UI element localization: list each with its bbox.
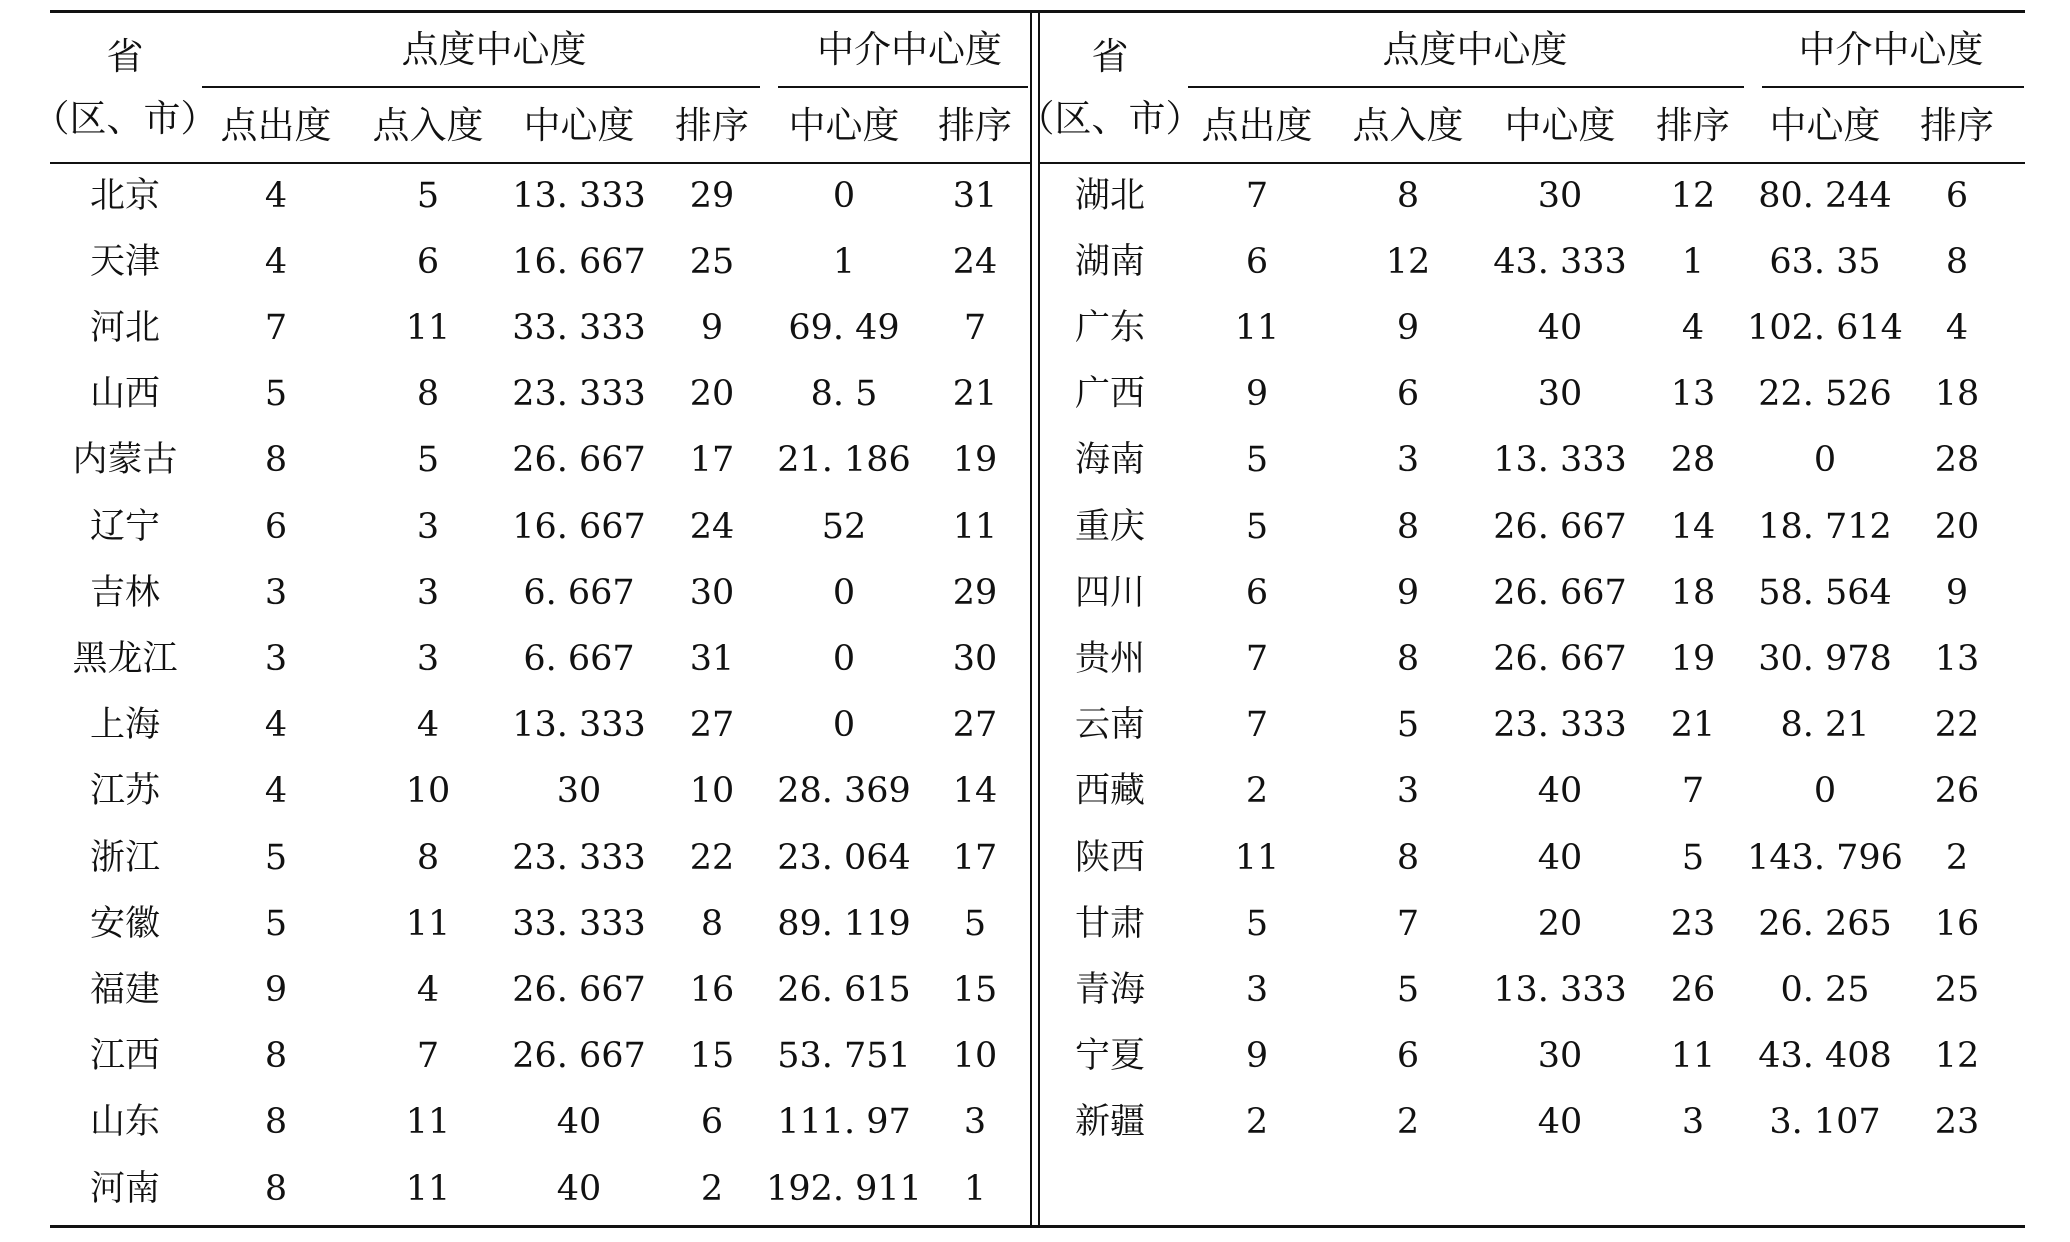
left-province-cell: 江苏	[89, 771, 160, 812]
right-out-degree-cell: 6	[1245, 241, 1269, 282]
right-betweenness-centrality-cell: 26. 265	[1758, 903, 1892, 944]
right-province-cell: 陕西	[1074, 837, 1145, 878]
left-betweenness-group-rule	[778, 86, 1028, 88]
left-degree-centrality-cell: 33. 333	[512, 903, 646, 944]
right-header-province-line1: 省	[1091, 34, 1129, 78]
right-betweenness-rank-cell: 20	[1934, 506, 1980, 547]
right-out-degree-cell: 9	[1245, 1036, 1269, 1077]
right-degree-centrality-cell: 13. 333	[1493, 440, 1627, 481]
left-out-degree-cell: 5	[264, 903, 288, 944]
right-out-degree-cell: 7	[1245, 638, 1269, 679]
right-in-degree-cell: 5	[1396, 705, 1420, 746]
left-degree-rank-cell: 8	[700, 903, 724, 944]
left-out-degree-cell: 8	[264, 440, 288, 481]
right-out-degree-cell: 2	[1245, 1102, 1269, 1143]
right-header-betweenness-centrality: 中心度	[1769, 103, 1881, 147]
right-out-degree-cell: 5	[1245, 506, 1269, 547]
left-betweenness-centrality-cell: 8. 5	[810, 374, 878, 415]
left-betweenness-rank-cell: 17	[952, 837, 998, 878]
right-in-degree-cell: 8	[1396, 506, 1420, 547]
left-header-degree-group: 点度中心度	[401, 27, 587, 71]
left-betweenness-centrality-cell: 0	[832, 638, 856, 679]
left-province-cell: 河北	[89, 307, 160, 348]
left-degree-rank-cell: 2	[700, 1168, 724, 1209]
left-province-cell: 上海	[89, 705, 160, 746]
left-out-degree-cell: 3	[264, 638, 288, 679]
right-header-in-degree: 点入度	[1352, 103, 1464, 147]
right-out-degree-cell: 11	[1234, 307, 1280, 348]
left-out-degree-cell: 8	[264, 1168, 288, 1209]
right-degree-rank-cell: 4	[1681, 307, 1705, 348]
right-out-degree-cell: 5	[1245, 903, 1269, 944]
left-betweenness-rank-cell: 1	[963, 1168, 987, 1209]
right-province-cell: 青海	[1074, 969, 1145, 1010]
left-out-degree-cell: 4	[264, 241, 288, 282]
right-province-cell: 重庆	[1074, 506, 1145, 547]
right-degree-rank-cell: 3	[1681, 1102, 1705, 1143]
left-degree-centrality-cell: 40	[556, 1168, 602, 1209]
left-in-degree-cell: 5	[416, 440, 440, 481]
left-betweenness-centrality-cell: 28. 369	[777, 771, 911, 812]
right-degree-centrality-cell: 40	[1537, 1102, 1583, 1143]
left-in-degree-cell: 4	[416, 705, 440, 746]
left-degree-rank-cell: 10	[689, 771, 735, 812]
left-betweenness-rank-cell: 5	[963, 903, 987, 944]
right-header-betweenness-group: 中介中心度	[1798, 27, 1984, 71]
left-in-degree-cell: 11	[405, 307, 451, 348]
left-betweenness-centrality-cell: 192. 911	[766, 1168, 922, 1209]
right-out-degree-cell: 11	[1234, 837, 1280, 878]
right-betweenness-rank-cell: 9	[1945, 572, 1969, 613]
right-degree-rank-cell: 5	[1681, 837, 1705, 878]
right-in-degree-cell: 5	[1396, 969, 1420, 1010]
left-degree-centrality-cell: 33. 333	[512, 307, 646, 348]
left-degree-rank-cell: 31	[689, 638, 735, 679]
right-betweenness-rank-cell: 22	[1934, 705, 1980, 746]
left-betweenness-rank-cell: 3	[963, 1102, 987, 1143]
right-betweenness-rank-cell: 25	[1934, 969, 1980, 1010]
right-betweenness-centrality-cell: 80. 244	[1758, 175, 1892, 216]
right-betweenness-rank-cell: 4	[1945, 307, 1969, 348]
right-in-degree-cell: 7	[1396, 903, 1420, 944]
right-betweenness-group-rule	[1762, 86, 2024, 88]
left-betweenness-rank-cell: 15	[952, 969, 998, 1010]
right-betweenness-rank-cell: 16	[1934, 903, 1980, 944]
left-out-degree-cell: 3	[264, 572, 288, 613]
left-header-betweenness-rank: 排序	[938, 103, 1012, 147]
right-betweenness-rank-cell: 26	[1934, 771, 1980, 812]
right-in-degree-cell: 2	[1396, 1102, 1420, 1143]
right-degree-rank-cell: 18	[1670, 572, 1716, 613]
right-in-degree-cell: 8	[1396, 638, 1420, 679]
left-out-degree-cell: 6	[264, 506, 288, 547]
left-in-degree-cell: 3	[416, 572, 440, 613]
right-out-degree-cell: 5	[1245, 440, 1269, 481]
left-out-degree-cell: 7	[264, 307, 288, 348]
right-province-cell: 贵州	[1074, 638, 1145, 679]
left-degree-rank-cell: 29	[689, 175, 735, 216]
right-betweenness-centrality-cell: 43. 408	[1758, 1036, 1892, 1077]
right-province-cell: 湖南	[1074, 241, 1145, 282]
left-betweenness-rank-cell: 29	[952, 572, 998, 613]
right-betweenness-centrality-cell: 58. 564	[1758, 572, 1892, 613]
left-degree-centrality-cell: 30	[556, 771, 602, 812]
left-degree-centrality-cell: 6. 667	[523, 638, 635, 679]
right-betweenness-rank-cell: 12	[1934, 1036, 1980, 1077]
left-header-out-degree: 点出度	[220, 103, 332, 147]
right-header-province-line2: （区、市）	[1017, 96, 1203, 140]
left-province-cell: 辽宁	[89, 506, 160, 547]
left-in-degree-cell: 5	[416, 175, 440, 216]
right-degree-rank-cell: 21	[1670, 705, 1716, 746]
left-betweenness-rank-cell: 7	[963, 307, 987, 348]
left-degree-rank-cell: 17	[689, 440, 735, 481]
left-betweenness-rank-cell: 11	[952, 506, 998, 547]
left-out-degree-cell: 4	[264, 771, 288, 812]
right-out-degree-cell: 3	[1245, 969, 1269, 1010]
right-in-degree-cell: 6	[1396, 1036, 1420, 1077]
right-in-degree-cell: 3	[1396, 771, 1420, 812]
left-header-betweenness-group: 中介中心度	[817, 27, 1002, 71]
left-betweenness-rank-cell: 14	[952, 771, 998, 812]
left-in-degree-cell: 10	[405, 771, 451, 812]
left-header-bottom-rule	[50, 162, 1030, 164]
right-province-cell: 广西	[1074, 374, 1145, 415]
right-degree-centrality-cell: 30	[1537, 374, 1583, 415]
right-degree-rank-cell: 26	[1670, 969, 1716, 1010]
right-header-degree-centrality: 中心度	[1504, 103, 1616, 147]
right-province-cell: 海南	[1074, 440, 1145, 481]
left-degree-rank-cell: 20	[689, 374, 735, 415]
left-degree-centrality-cell: 13. 333	[512, 705, 646, 746]
left-out-degree-cell: 5	[264, 837, 288, 878]
right-out-degree-cell: 6	[1245, 572, 1269, 613]
left-degree-rank-cell: 22	[689, 837, 735, 878]
right-province-cell: 甘肃	[1074, 903, 1145, 944]
left-betweenness-centrality-cell: 21. 186	[777, 440, 911, 481]
left-province-cell: 天津	[89, 241, 160, 282]
left-degree-rank-cell: 16	[689, 969, 735, 1010]
right-province-cell: 宁夏	[1074, 1036, 1145, 1077]
left-degree-centrality-cell: 40	[556, 1102, 602, 1143]
right-degree-centrality-cell: 40	[1537, 307, 1583, 348]
right-province-cell: 云南	[1074, 705, 1145, 746]
right-in-degree-cell: 8	[1396, 175, 1420, 216]
left-degree-centrality-cell: 26. 667	[512, 1036, 646, 1077]
left-betweenness-rank-cell: 31	[952, 175, 998, 216]
left-betweenness-centrality-cell: 0	[832, 572, 856, 613]
left-betweenness-centrality-cell: 1	[832, 241, 856, 282]
left-province-cell: 黑龙江	[72, 638, 178, 679]
right-province-cell: 广东	[1074, 307, 1145, 348]
left-out-degree-cell: 8	[264, 1036, 288, 1077]
left-betweenness-rank-cell: 27	[952, 705, 998, 746]
right-betweenness-rank-cell: 6	[1945, 175, 1969, 216]
right-betweenness-rank-cell: 18	[1934, 374, 1980, 415]
left-degree-rank-cell: 15	[689, 1036, 735, 1077]
left-betweenness-rank-cell: 21	[952, 374, 998, 415]
right-degree-rank-cell: 13	[1670, 374, 1716, 415]
left-province-cell: 河南	[89, 1168, 160, 1209]
right-in-degree-cell: 12	[1385, 241, 1431, 282]
right-betweenness-centrality-cell: 30. 978	[1758, 638, 1892, 679]
left-header-degree-rank: 排序	[675, 103, 749, 147]
left-in-degree-cell: 11	[405, 1168, 451, 1209]
right-degree-centrality-cell: 40	[1537, 837, 1583, 878]
left-out-degree-cell: 8	[264, 1102, 288, 1143]
left-header-betweenness-centrality: 中心度	[788, 103, 900, 147]
right-in-degree-cell: 6	[1396, 374, 1420, 415]
right-degree-centrality-cell: 26. 667	[1493, 506, 1627, 547]
right-province-cell: 西藏	[1074, 771, 1145, 812]
left-degree-rank-cell: 27	[689, 705, 735, 746]
left-degree-centrality-cell: 23. 333	[512, 837, 646, 878]
right-degree-centrality-cell: 26. 667	[1493, 572, 1627, 613]
right-degree-centrality-cell: 23. 333	[1493, 705, 1627, 746]
left-out-degree-cell: 4	[264, 175, 288, 216]
left-province-cell: 山西	[89, 374, 160, 415]
right-betweenness-centrality-cell: 102. 614	[1747, 307, 1903, 348]
left-in-degree-cell: 3	[416, 638, 440, 679]
right-betweenness-centrality-cell: 3. 107	[1769, 1102, 1881, 1143]
left-degree-centrality-cell: 6. 667	[523, 572, 635, 613]
right-betweenness-centrality-cell: 143. 796	[1747, 837, 1903, 878]
right-degree-rank-cell: 23	[1670, 903, 1716, 944]
right-betweenness-centrality-cell: 0	[1813, 440, 1837, 481]
right-degree-centrality-cell: 40	[1537, 771, 1583, 812]
left-degree-rank-cell: 30	[689, 572, 735, 613]
right-in-degree-cell: 3	[1396, 440, 1420, 481]
left-out-degree-cell: 4	[264, 705, 288, 746]
right-header-out-degree: 点出度	[1201, 103, 1313, 147]
left-betweenness-centrality-cell: 89. 119	[777, 903, 911, 944]
left-header-in-degree: 点入度	[372, 103, 484, 147]
left-header-province-line2: （区、市）	[32, 96, 218, 140]
right-out-degree-cell: 9	[1245, 374, 1269, 415]
right-betweenness-rank-cell: 8	[1945, 241, 1969, 282]
left-province-cell: 山东	[89, 1102, 160, 1143]
right-degree-centrality-cell: 43. 333	[1493, 241, 1627, 282]
right-degree-group-rule	[1188, 86, 1744, 88]
right-province-cell: 新疆	[1074, 1102, 1145, 1143]
right-betweenness-centrality-cell: 22. 526	[1758, 374, 1892, 415]
left-province-cell: 北京	[89, 175, 160, 216]
left-degree-centrality-cell: 16. 667	[512, 506, 646, 547]
left-in-degree-cell: 7	[416, 1036, 440, 1077]
right-betweenness-centrality-cell: 8. 21	[1780, 705, 1870, 746]
right-in-degree-cell: 8	[1396, 837, 1420, 878]
right-province-cell: 湖北	[1074, 175, 1145, 216]
right-header-degree-group: 点度中心度	[1382, 27, 1568, 71]
right-province-cell: 四川	[1074, 572, 1145, 613]
right-in-degree-cell: 9	[1396, 307, 1420, 348]
left-in-degree-cell: 8	[416, 374, 440, 415]
left-betweenness-centrality-cell: 26. 615	[777, 969, 911, 1010]
right-degree-rank-cell: 11	[1670, 1036, 1716, 1077]
right-degree-centrality-cell: 13. 333	[1493, 969, 1627, 1010]
left-province-cell: 浙江	[89, 837, 160, 878]
left-out-degree-cell: 5	[264, 374, 288, 415]
left-header-degree-centrality: 中心度	[523, 103, 635, 147]
left-in-degree-cell: 6	[416, 241, 440, 282]
right-degree-rank-cell: 14	[1670, 506, 1716, 547]
right-degree-centrality-cell: 30	[1537, 175, 1583, 216]
left-betweenness-centrality-cell: 111. 97	[777, 1102, 911, 1143]
right-betweenness-centrality-cell: 63. 35	[1769, 241, 1881, 282]
left-degree-rank-cell: 25	[689, 241, 735, 282]
left-betweenness-rank-cell: 30	[952, 638, 998, 679]
left-degree-centrality-cell: 16. 667	[512, 241, 646, 282]
left-in-degree-cell: 4	[416, 969, 440, 1010]
left-degree-centrality-cell: 23. 333	[512, 374, 646, 415]
left-betweenness-centrality-cell: 52	[821, 506, 867, 547]
left-betweenness-rank-cell: 19	[952, 440, 998, 481]
left-betweenness-centrality-cell: 69. 49	[788, 307, 900, 348]
left-province-cell: 吉林	[89, 572, 160, 613]
right-betweenness-centrality-cell: 0	[1813, 771, 1837, 812]
left-province-cell: 福建	[89, 969, 160, 1010]
right-out-degree-cell: 2	[1245, 771, 1269, 812]
right-betweenness-rank-cell: 28	[1934, 440, 1980, 481]
left-degree-centrality-cell: 26. 667	[512, 969, 646, 1010]
right-in-degree-cell: 9	[1396, 572, 1420, 613]
left-degree-group-rule	[202, 86, 760, 88]
left-out-degree-cell: 9	[264, 969, 288, 1010]
right-degree-rank-cell: 7	[1681, 771, 1705, 812]
right-degree-centrality-cell: 30	[1537, 1036, 1583, 1077]
left-betweenness-rank-cell: 24	[952, 241, 998, 282]
left-degree-rank-cell: 24	[689, 506, 735, 547]
left-betweenness-centrality-cell: 0	[832, 175, 856, 216]
right-betweenness-rank-cell: 23	[1934, 1102, 1980, 1143]
right-degree-rank-cell: 1	[1681, 241, 1705, 282]
left-in-degree-cell: 3	[416, 506, 440, 547]
left-degree-rank-cell: 6	[700, 1102, 724, 1143]
left-betweenness-centrality-cell: 23. 064	[777, 837, 911, 878]
right-degree-rank-cell: 12	[1670, 175, 1716, 216]
right-betweenness-rank-cell: 2	[1945, 837, 1969, 878]
right-betweenness-centrality-cell: 18. 712	[1758, 506, 1892, 547]
right-betweenness-rank-cell: 13	[1934, 638, 1980, 679]
left-degree-rank-cell: 9	[700, 307, 724, 348]
right-header-bottom-rule	[1040, 162, 2025, 164]
left-in-degree-cell: 11	[405, 1102, 451, 1143]
left-betweenness-centrality-cell: 0	[832, 705, 856, 746]
left-betweenness-rank-cell: 10	[952, 1036, 998, 1077]
right-header-degree-rank: 排序	[1656, 103, 1730, 147]
left-province-cell: 内蒙古	[72, 440, 178, 481]
left-province-cell: 江西	[89, 1036, 160, 1077]
left-betweenness-centrality-cell: 53. 751	[777, 1036, 911, 1077]
left-in-degree-cell: 11	[405, 903, 451, 944]
right-betweenness-centrality-cell: 0. 25	[1780, 969, 1870, 1010]
right-out-degree-cell: 7	[1245, 705, 1269, 746]
right-degree-rank-cell: 28	[1670, 440, 1716, 481]
right-degree-centrality-cell: 20	[1537, 903, 1583, 944]
left-province-cell: 安徽	[89, 903, 160, 944]
right-degree-rank-cell: 19	[1670, 638, 1716, 679]
left-in-degree-cell: 8	[416, 837, 440, 878]
right-out-degree-cell: 7	[1245, 175, 1269, 216]
left-degree-centrality-cell: 26. 667	[512, 440, 646, 481]
right-header-betweenness-rank: 排序	[1920, 103, 1994, 147]
left-header-province-line1: 省	[106, 34, 144, 78]
left-degree-centrality-cell: 13. 333	[512, 175, 646, 216]
right-degree-centrality-cell: 26. 667	[1493, 638, 1627, 679]
